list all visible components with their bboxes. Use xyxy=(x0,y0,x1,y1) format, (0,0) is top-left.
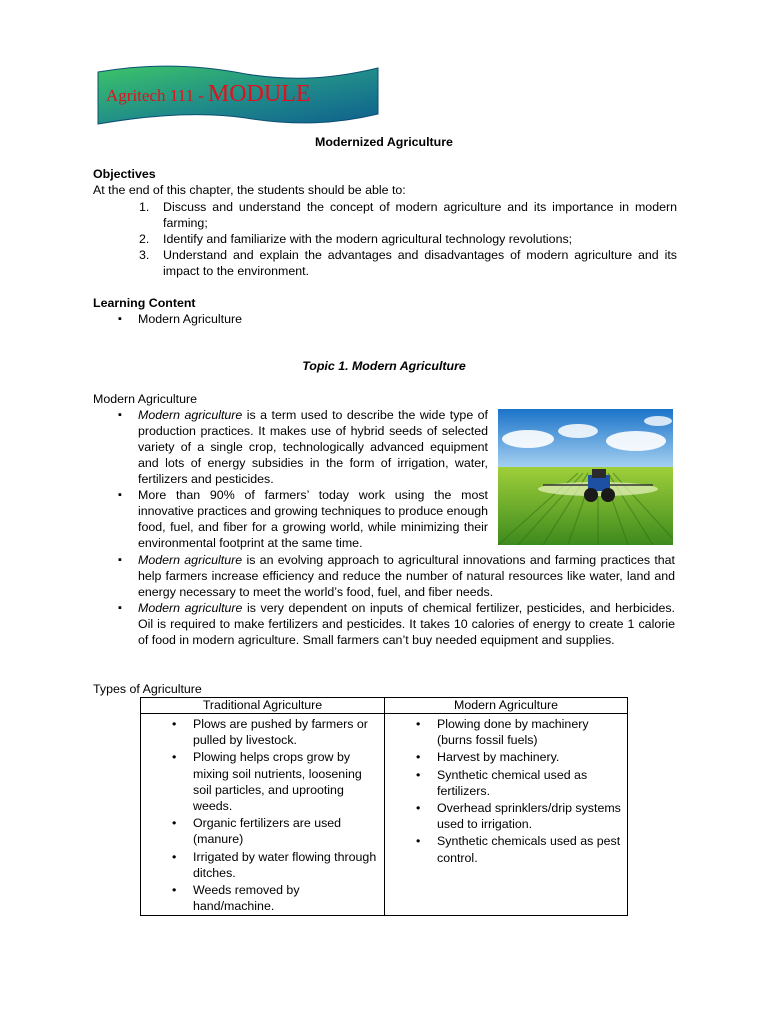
document-title: Modernized Agriculture xyxy=(315,135,453,149)
list-item: ▪ Modern agriculture is an evolving approach to agricultural innovations and farming practices that help farmers increase efficiency and reduce the number of natural resources like water, land and energy necessary to meet the world’s food, fuel, and fiber needs. xyxy=(116,552,675,600)
modern-agriculture-list-bottom xyxy=(116,552,675,648)
objectives-list xyxy=(137,199,677,279)
table-list-item: • Plowing helps crops grow by mixing soil nutrients, loosening soil particles, and uprooting weeds. xyxy=(141,749,378,814)
table-list-item: • Plowing done by machinery (burns fossil fuels) xyxy=(385,716,621,748)
modern-agriculture-list-top xyxy=(116,407,488,551)
topic-heading: Topic 1. Modern Agriculture xyxy=(302,359,466,373)
objective-item: 2. Identify and familiarize with the modern agricultural technology revolutions; xyxy=(139,232,573,246)
table-header-modern: Modern Agriculture xyxy=(385,698,628,714)
table-list-item: • Weeds removed by hand/machine. xyxy=(141,882,378,914)
types-of-agriculture-table xyxy=(140,697,628,916)
traditional-cell xyxy=(141,714,385,916)
objectives-intro: At the end of this chapter, the students should be able to: xyxy=(93,183,406,197)
tractor-field-image xyxy=(498,409,673,545)
modern-agriculture-heading: Modern Agriculture xyxy=(93,392,197,406)
table-list-item: • Synthetic chemical used as fertilizers. xyxy=(385,767,621,799)
table-header-traditional: Traditional Agriculture xyxy=(141,698,385,714)
module-banner xyxy=(96,64,380,128)
list-item: ▪ More than 90% of farmers’ today work using the most innovative practices and growing techniques to produce enough food, fuel, and fiber for a growing world, while minimizing their environmental footprint at the same time. xyxy=(116,487,488,551)
learning-content-heading: Learning Content xyxy=(93,296,196,310)
list-item: ▪ Modern agriculture is very dependent on inputs of chemical fertilizer, pesticides, and herbicides. Oil is required to make fertilizers and pesticides. It takes 10 calories of energy to create 1 calorie of food in modern agriculture. Small farmers can’t buy needed equipment and supplies. xyxy=(116,600,675,648)
table-list-item: • Overhead sprinklers/drip systems used to irrigation. xyxy=(385,800,621,832)
table-list-item: • Synthetic chemicals used as pest control. xyxy=(385,833,621,865)
banner-course-label: Agritech 111 - xyxy=(106,86,204,105)
types-heading: Types of Agriculture xyxy=(93,682,202,696)
table-list-item: • Organic fertilizers are used (manure) xyxy=(141,815,378,847)
list-item: ▪ Modern Agriculture xyxy=(116,311,516,327)
learning-content-list xyxy=(116,311,516,327)
banner-module-label: MODULE xyxy=(207,81,311,107)
objective-item: 1. Discuss and understand the concept of modern agriculture and its importance in modern farming; xyxy=(139,200,677,230)
table-list-item: • Plows are pushed by farmers or pulled by livestock. xyxy=(141,716,378,748)
table-list-item: • Irrigated by water flowing through ditches. xyxy=(141,849,378,881)
objective-item: 3. Understand and explain the advantages and disadvantages of modern agriculture and its impact to the environment. xyxy=(139,248,677,278)
table-list-item: • Harvest by machinery. xyxy=(385,749,621,765)
list-item: ▪ Modern agriculture is a term used to describe the wide type of production practices. It makes use of hybrid seeds of selected variety of a single crop, technologically advanced equipment and lots of energy subsidies in the form of irrigation, water, fertilizers and pesticides. xyxy=(116,407,488,487)
modern-cell xyxy=(385,714,628,916)
objectives-heading: Objectives xyxy=(93,167,156,181)
